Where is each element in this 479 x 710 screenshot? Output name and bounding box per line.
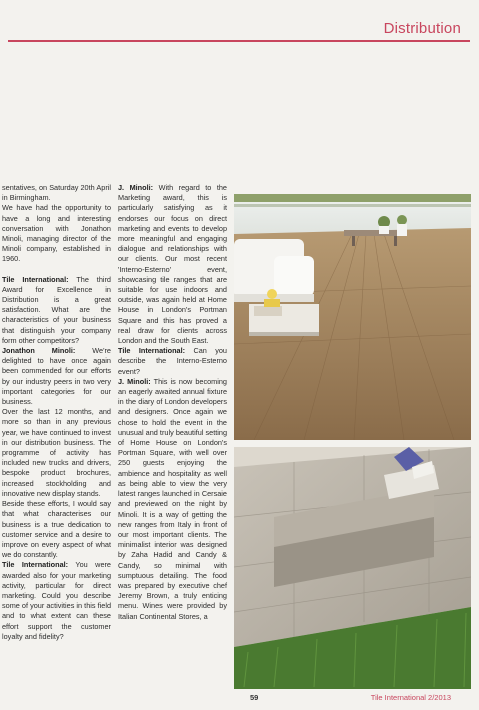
paragraph: We have had the opportunity to have a long and interesting conversation with Jonathon Minoli, managing director of the Minoli company, established in 1960. bbox=[2, 203, 111, 264]
answer-text: This is now becoming an eagerly awaited annual fixture in the diary of London developers and designers. Once again we chose to hold the event in the unusual and truly beautiful setting of Home House on London's Portman Square, with well over 250 guests enjoying the ambience and hospitality as well as being able to view the very latest ranges launched in Cersaie and previewed on the night by Minoli. It is a way of getting the new ranges from Italy in front of our most important clients. The minimalist interior was designed by Zaha Hadid and Candy & Candy, so minimal with sumptuous detailing. The food was prepared by executive chef Jeremy Brown, a truly enticing menu. Wines were provided by Italian Continental Stores, a bbox=[118, 376, 227, 621]
article-column-2 bbox=[118, 183, 227, 622]
terrace-tile-photo bbox=[234, 447, 471, 689]
question bbox=[2, 560, 111, 642]
question-text: You were awarded also for your marketing activity, particular for direct marketing. Could you describe some of your activities in this field and to what extent can these effort support the customer loyalty and fidelity? bbox=[2, 560, 111, 641]
speaker: Jonathon Minoli: bbox=[2, 346, 76, 356]
answer-text: With regard to the Marketing award, this is particularly satisfying as it endorses our focus on direct marketing and events to develop more meaningful and engaging dialogue and relationships with our clients. Our most recent 'Interno-Esterno' event, showcasing tile ranges that are suitable for use indoors and outside, was again held at Home House in London's Portman Square and this has proved a real draw for clients across London and the South East. bbox=[118, 183, 227, 346]
answer bbox=[2, 346, 111, 407]
question-text: Can you describe the Interno-Esterno event? bbox=[118, 346, 227, 376]
paragraph: Beside these efforts, I would say that what characterises our business is a true dedication to customer service and a desire to improve on every aspect of what we do constantly. bbox=[2, 499, 111, 560]
interior-wood-floor-photo bbox=[234, 194, 471, 440]
speaker: J. Minoli: bbox=[118, 183, 154, 192]
answer-text: We're delighted to have once again been commended for our efforts by our industry peers in two very important categories for our business. bbox=[2, 346, 111, 407]
page-number: 59 bbox=[250, 693, 259, 702]
magazine-issue: Tile International 2/2013 bbox=[370, 693, 451, 702]
speaker: J. Minoli: bbox=[118, 376, 151, 386]
section-rule bbox=[8, 40, 470, 42]
section-title: Distribution bbox=[383, 20, 461, 37]
article-column-1 bbox=[2, 183, 111, 642]
paragraph: sentatives, on Saturday 20th April in Birmingham. bbox=[2, 183, 111, 203]
question bbox=[2, 275, 111, 346]
speaker: Tile International: bbox=[118, 346, 186, 356]
answer bbox=[118, 377, 227, 622]
answer bbox=[118, 183, 227, 346]
speaker: Tile International: bbox=[2, 560, 69, 570]
speaker: Tile International: bbox=[2, 274, 69, 284]
question bbox=[118, 346, 227, 377]
paragraph: Over the last 12 months, and more so than in any previous year, we have continued to invest in our distribution business. The programme of activity has included new trucks and drivers, bespoke product brochures, increased stockholding and innovative new display stands. bbox=[2, 407, 111, 498]
question-text: The third Award for Excellence in Distribution is a great satisfaction. What are the characteristics of your business that distinguish your company form other competitors? bbox=[2, 274, 111, 345]
